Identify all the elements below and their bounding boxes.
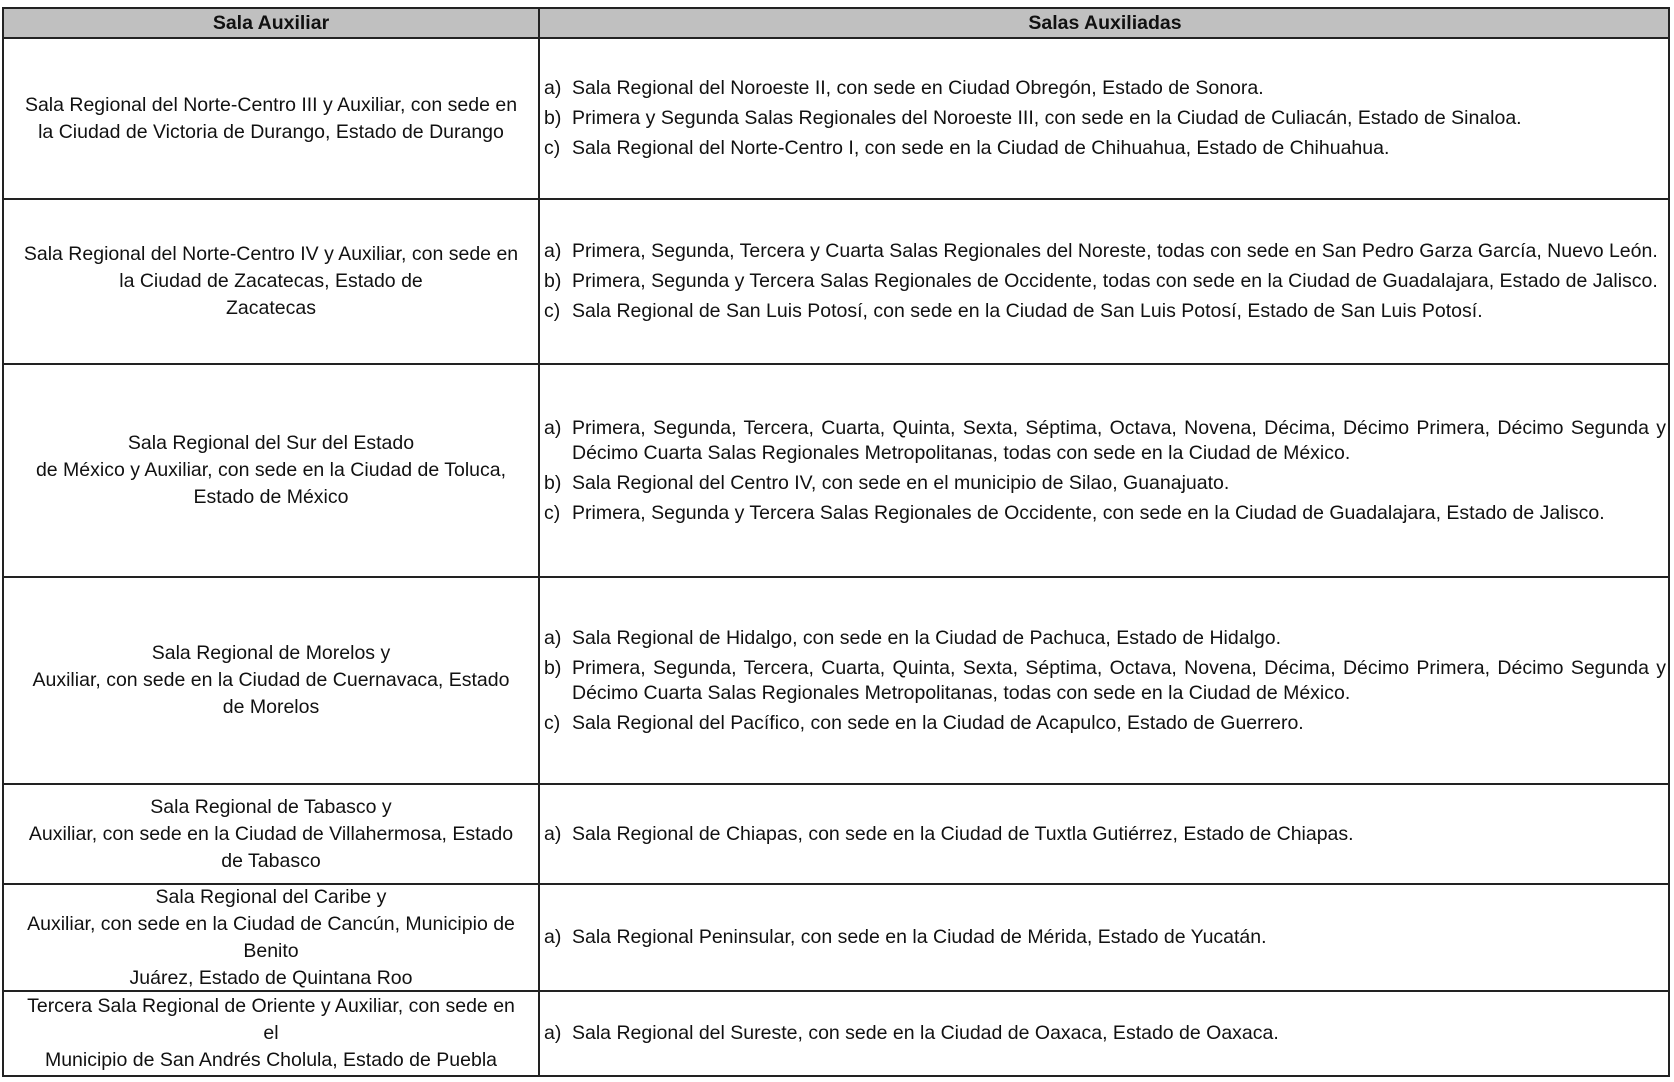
sala-auxiliada-text: Sala Regional del Centro IV, con sede en el municipio de Silao, Guanajuato. <box>572 471 1230 494</box>
sala-auxiliar-line: Sala Regional del Caribe y <box>155 885 387 908</box>
list-item <box>544 471 1666 496</box>
salas-auxiliadas-cell <box>540 365 1668 576</box>
sala-auxiliar-cell <box>4 365 540 576</box>
sala-auxiliar-name <box>27 884 515 992</box>
sala-auxiliar-line: Sala Regional del Norte-Centro III y Auxiliar, con sede en <box>24 93 518 116</box>
salas-auxiliadas-cell <box>540 200 1668 363</box>
sala-auxiliar-line: el <box>263 1022 279 1044</box>
sala-auxiliada-text: Primera, Segunda y Tercera Salas Regionales de Occidente, con sede en la Ciudad de Guadalajara, Estado de Jalisco. <box>572 501 1605 524</box>
sala-auxiliar-line: de Tabasco <box>221 849 321 872</box>
table-row <box>4 363 1668 576</box>
sala-auxiliar-cell <box>4 992 540 1075</box>
sala-auxiliada-text: Sala Regional de Hidalgo, con sede en la Ciudad de Pachuca, Estado de Hidalgo. <box>572 626 1281 649</box>
list-item <box>544 501 1666 526</box>
list-marker: b) <box>544 471 562 494</box>
table-body <box>4 37 1668 1075</box>
sala-auxiliada-text: Sala Regional del Pacífico, con sede en la Ciudad de Acapulco, Estado de Guerrero. <box>572 711 1304 734</box>
list-item <box>544 1021 1666 1046</box>
list-item <box>544 626 1666 651</box>
sala-auxiliar-line: Municipio de San Andrés Cholula, Estado de Puebla <box>44 1049 498 1071</box>
sala-auxiliada-text: Sala Regional del Norte-Centro I, con sede en la Ciudad de Chihuahua, Estado de Chihuahua. <box>572 137 1390 159</box>
salas-auxiliadas-list <box>544 817 1666 852</box>
salas-auxiliadas-list <box>544 920 1666 955</box>
list-marker: c) <box>544 300 561 322</box>
list-item <box>544 822 1666 847</box>
list-item <box>544 239 1666 264</box>
sala-auxiliada-text: Primera, Segunda, Tercera, Cuarta, Quinta, Sexta, Séptima, Octava, Novena, Décima, Décimo Primera, Décimo Segunda y Décimo Cuarta Salas Regionales Metropolitanas, todas con sede en la Ciudad de México. <box>572 656 1666 704</box>
salas-auxiliadas-cell <box>540 578 1668 783</box>
list-item <box>544 136 1666 161</box>
sala-auxiliar-cell <box>4 885 540 990</box>
sala-auxiliar-line: Juárez, Estado de Quintana Roo <box>129 966 413 989</box>
sala-auxiliar-line: de Morelos <box>222 696 320 718</box>
sala-auxiliar-line: Sala Regional de Morelos y <box>151 642 391 664</box>
sala-auxiliar-line: la Ciudad de Zacatecas, Estado de <box>119 270 423 292</box>
sala-auxiliar-line: Zacatecas <box>226 297 316 319</box>
list-item <box>544 925 1666 950</box>
table-row <box>4 198 1668 363</box>
table-row <box>4 37 1668 198</box>
list-item <box>544 76 1666 101</box>
sala-auxiliar-name <box>29 794 513 875</box>
sala-auxiliar-cell <box>4 200 540 363</box>
sala-auxiliada-text: Sala Regional del Noroeste II, con sede en Ciudad Obregón, Estado de Sonora. <box>572 77 1264 99</box>
salas-auxiliadas-cell <box>540 992 1668 1075</box>
salas-table <box>2 7 1670 1077</box>
header-sala-auxiliar: Sala Auxiliar <box>4 9 540 37</box>
list-item <box>544 106 1666 131</box>
sala-auxiliar-cell <box>4 578 540 783</box>
sala-auxiliar-line: Benito <box>243 939 299 962</box>
sala-auxiliada-text: Sala Regional Peninsular, con sede en la Ciudad de Mérida, Estado de Yucatán. <box>572 926 1267 948</box>
salas-auxiliadas-cell <box>540 39 1668 198</box>
list-marker: a) <box>544 626 562 649</box>
list-marker: c) <box>544 501 561 524</box>
sala-auxiliar-cell <box>4 785 540 883</box>
sala-auxiliar-line: Tercera Sala Regional de Oriente y Auxiliar, con sede en <box>27 995 515 1017</box>
sala-auxiliar-line: Sala Regional del Norte-Centro IV y Auxiliar, con sede en <box>23 243 519 265</box>
table-row <box>4 990 1668 1075</box>
sala-auxiliar-line: de México y Auxiliar, con sede en la Ciudad de Toluca, <box>35 459 507 481</box>
sala-auxiliar-line: Estado de México <box>193 486 349 508</box>
list-marker: b) <box>544 270 562 292</box>
list-marker: a) <box>544 240 562 262</box>
salas-auxiliadas-list <box>544 234 1666 329</box>
table-row <box>4 783 1668 883</box>
list-item <box>544 656 1666 706</box>
sala-auxiliar-line: Sala Regional de Tabasco y <box>150 795 392 818</box>
sala-auxiliada-text: Primera, Segunda, Tercera, Cuarta, Quinta, Sexta, Séptima, Octava, Novena, Décima, Décimo Primera, Décimo Segunda y Décimo Cuarta Salas Regionales Metropolitanas, todas con sede en la Ciudad de México. <box>572 416 1666 464</box>
list-marker: a) <box>544 77 562 99</box>
header-salas-auxiliadas: Salas Auxiliadas <box>1028 11 1182 34</box>
sala-auxiliar-name <box>33 640 510 721</box>
sala-auxiliar-line: la Ciudad de Victoria de Durango, Estado de Durango <box>38 120 504 143</box>
sala-auxiliada-text: Primera, Segunda, Tercera y Cuarta Salas Regionales del Noreste, todas con sede en San Pedro Garza García, Nuevo León. <box>572 240 1658 262</box>
list-item <box>544 416 1666 466</box>
salas-auxiliadas-cell <box>540 785 1668 883</box>
list-item <box>544 299 1666 324</box>
list-marker: a) <box>544 926 562 948</box>
sala-auxiliar-name <box>36 430 506 511</box>
sala-auxiliar-name <box>25 92 517 146</box>
salas-auxiliadas-cell <box>540 885 1668 990</box>
list-marker: b) <box>544 107 562 129</box>
salas-auxiliadas-list <box>544 71 1666 166</box>
table-row <box>4 883 1668 990</box>
sala-auxiliada-text: Sala Regional de Chiapas, con sede en la Ciudad de Tuxtla Gutiérrez, Estado de Chiapas. <box>572 822 1354 845</box>
list-item <box>544 269 1666 294</box>
sala-auxiliar-name <box>24 241 518 322</box>
list-marker: a) <box>544 1022 562 1044</box>
table-row <box>4 576 1668 783</box>
sala-auxiliar-name <box>27 993 515 1074</box>
list-marker: a) <box>544 822 562 845</box>
salas-auxiliadas-list <box>544 621 1666 741</box>
list-marker: c) <box>544 137 561 159</box>
list-item <box>544 711 1666 736</box>
table-header-row <box>4 9 1668 37</box>
sala-auxiliar-line: Auxiliar, con sede en la Ciudad de Cuernavaca, Estado <box>32 669 510 691</box>
sala-auxiliada-text: Primera y Segunda Salas Regionales del Noroeste III, con sede en la Ciudad de Culiacán, Estado de Sinaloa. <box>572 107 1522 129</box>
list-marker: b) <box>544 656 562 679</box>
sala-auxiliar-line: Auxiliar, con sede en la Ciudad de Villahermosa, Estado <box>28 822 514 845</box>
sala-auxiliar-cell <box>4 39 540 198</box>
sala-auxiliar-line: Sala Regional del Sur del Estado <box>127 432 415 454</box>
sala-auxiliada-text: Sala Regional del Sureste, con sede en la Ciudad de Oaxaca, Estado de Oaxaca. <box>572 1022 1279 1044</box>
list-marker: a) <box>544 416 562 439</box>
sala-auxiliada-text: Sala Regional de San Luis Potosí, con sede en la Ciudad de San Luis Potosí, Estado de San Luis Potosí. <box>572 300 1483 322</box>
salas-auxiliadas-list <box>544 411 1666 531</box>
sala-auxiliar-line: Auxiliar, con sede en la Ciudad de Cancún, Municipio de <box>27 912 515 935</box>
sala-auxiliada-text: Primera, Segunda y Tercera Salas Regionales de Occidente, todas con sede en la Ciudad de Guadalajara, Estado de Jalisco. <box>572 270 1658 292</box>
salas-auxiliadas-list <box>544 1016 1666 1051</box>
list-marker: c) <box>544 711 561 734</box>
